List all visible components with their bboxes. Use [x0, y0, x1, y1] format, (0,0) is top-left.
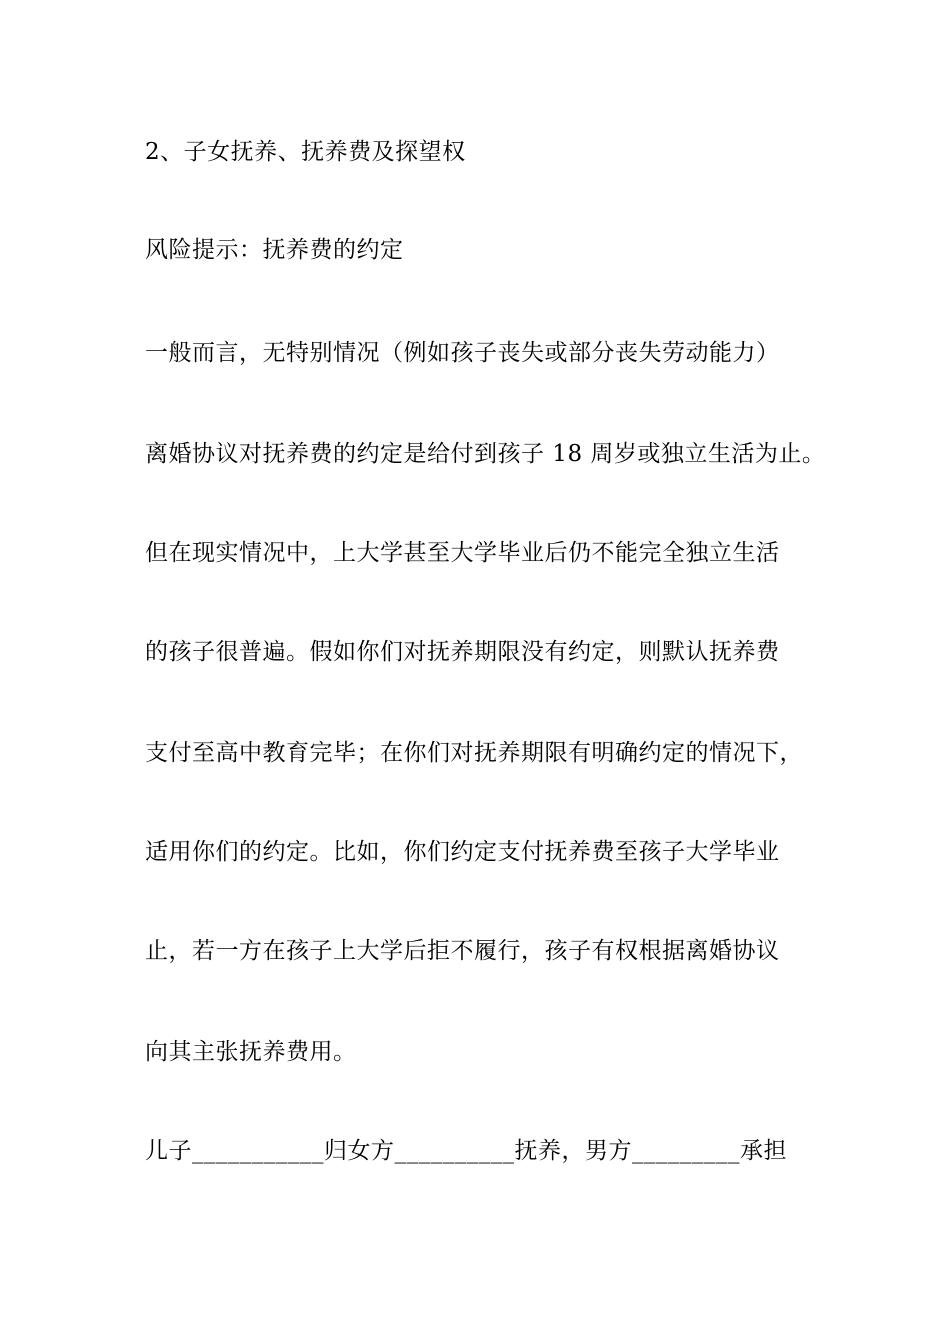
paragraph-line-1: 一般而言，无特别情况（例如孩子丧失或部分丧失劳动能力） [145, 340, 780, 366]
paragraph-line-7: 止，若一方在孩子上大学后拒不履行，孩子有权根据离婚协议 [145, 938, 780, 964]
risk-tip-heading: 风险提示：抚养费的约定 [145, 237, 404, 263]
paragraph-line-2: 离婚协议对抚养费的约定是给付到孩子 18 周岁或独立生活为止。 [145, 441, 826, 467]
paragraph-line-3: 但在现实情况中，上大学甚至大学毕业后仍不能完全独立生活 [145, 540, 780, 566]
paragraph-line-6: 适用你们的约定。比如，你们约定支付抚养费至孩子大学毕业 [145, 839, 780, 865]
paragraph-line-5: 支付至高中教育完毕；在你们对抚养期限有明确约定的情况下， [145, 740, 803, 766]
paragraph-line-4: 的孩子很普遍。假如你们对抚养期限没有约定，则默认抚养费 [145, 639, 780, 665]
section-heading: 2、子女抚养、抚养费及探望权 [145, 139, 466, 165]
paragraph-line-8: 向其主张抚养费用。 [145, 1039, 357, 1065]
custody-clause-line: 儿子___________归女方__________抚养，男方_________承担 [145, 1138, 787, 1164]
